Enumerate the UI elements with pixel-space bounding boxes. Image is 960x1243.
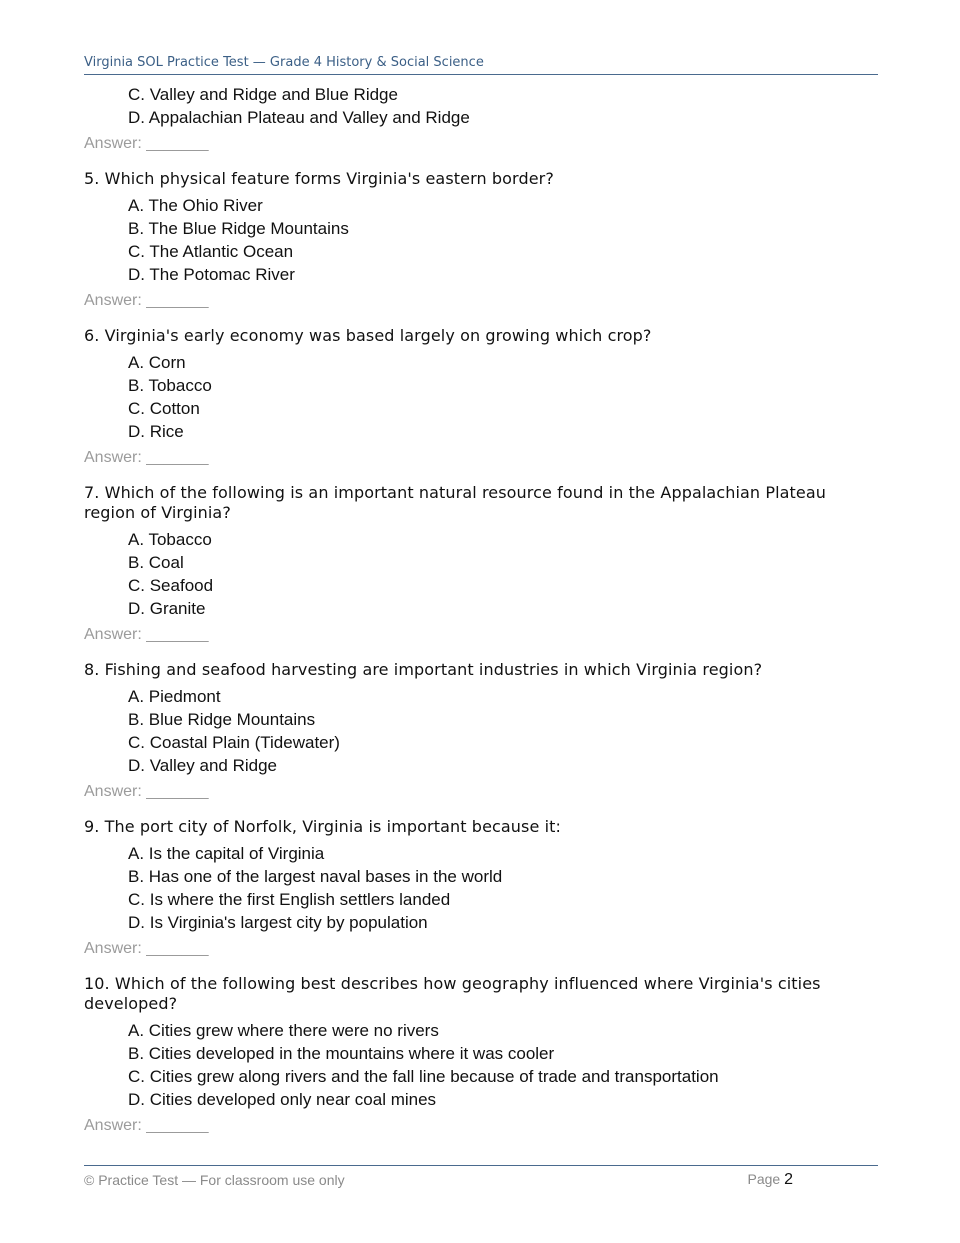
option: C. Cities grew along rivers and the fall line because of trade and transportation [128, 1067, 719, 1086]
answer-line: Answer: _______ [84, 135, 209, 152]
question-text: 6. Virginia's early economy was based largely on growing which crop? [84, 326, 652, 345]
option: A. Cities grew where there were no rivers [128, 1021, 439, 1040]
option: B. The Blue Ridge Mountains [128, 219, 349, 238]
page-indicator [748, 1169, 794, 1190]
question-text: 5. Which physical feature forms Virginia's eastern border? [84, 169, 554, 188]
option: D. Cities developed only near coal mines [128, 1090, 437, 1109]
option: C. Is where the first English settlers landed [128, 890, 451, 909]
option-list [84, 83, 878, 129]
question-text: 8. Fishing and seafood harvesting are important industries in which Virginia region? [84, 660, 763, 679]
option: C. Valley and Ridge and Blue Ridge [128, 85, 398, 104]
option: C. Coastal Plain (Tidewater) [128, 733, 340, 752]
question-list [84, 83, 878, 1136]
option-list [84, 351, 878, 443]
option: A. The Ohio River [128, 196, 263, 215]
option: D. Granite [128, 599, 206, 618]
option: B. Cities developed in the mountains where it was cooler [128, 1044, 555, 1063]
footer-divider [84, 1165, 878, 1166]
option: B. Coal [128, 553, 184, 572]
footer-note: © Practice Test — For classroom use only [84, 1172, 345, 1188]
option: B. Has one of the largest naval bases in the world [128, 867, 503, 886]
question-10 [84, 974, 878, 1136]
header-title: Virginia SOL Practice Test — Grade 4 History & Social Science [84, 55, 484, 70]
continued-question [84, 83, 878, 154]
option-list [84, 528, 878, 620]
question-6 [84, 326, 878, 468]
answer-line: Answer: _______ [84, 940, 209, 957]
option: D. The Potomac River [128, 265, 295, 284]
option: C. The Atlantic Ocean [128, 242, 294, 261]
answer-line: Answer: _______ [84, 292, 209, 309]
question-text: 10. Which of the following best describes how geography influenced where Virginia's cities developed? [84, 974, 821, 1013]
option: C. Seafood [128, 576, 214, 595]
answer-line: Answer: _______ [84, 449, 209, 466]
question-text: 9. The port city of Norfolk, Virginia is important because it: [84, 817, 562, 836]
option: A. Piedmont [128, 687, 221, 706]
question-9 [84, 817, 878, 959]
answer-line: Answer: _______ [84, 1117, 209, 1134]
option: A. Is the capital of Virginia [128, 844, 325, 863]
answer-line: Answer: _______ [84, 783, 209, 800]
option-list [84, 194, 878, 286]
question-7 [84, 483, 878, 645]
option-list [84, 685, 878, 777]
option: C. Cotton [128, 399, 200, 418]
option: D. Is Virginia's largest city by population [128, 913, 428, 932]
page-number: 2 [784, 1171, 793, 1188]
question-5 [84, 169, 878, 311]
option-list [84, 1019, 878, 1111]
option: D. Appalachian Plateau and Valley and Ridge [128, 108, 470, 127]
option: D. Valley and Ridge [128, 756, 277, 775]
option: B. Tobacco [128, 376, 212, 395]
option: B. Blue Ridge Mountains [128, 710, 316, 729]
answer-line: Answer: _______ [84, 626, 209, 643]
option: A. Tobacco [128, 530, 212, 549]
option-list [84, 842, 878, 934]
page-label: Page [747, 1171, 781, 1187]
option: A. Corn [128, 353, 186, 372]
option: D. Rice [128, 422, 184, 441]
page-header [84, 54, 878, 75]
question-8 [84, 660, 878, 802]
question-text: 7. Which of the following is an important natural resource found in the Appalachian Plateau region of Virginia? [84, 483, 826, 522]
